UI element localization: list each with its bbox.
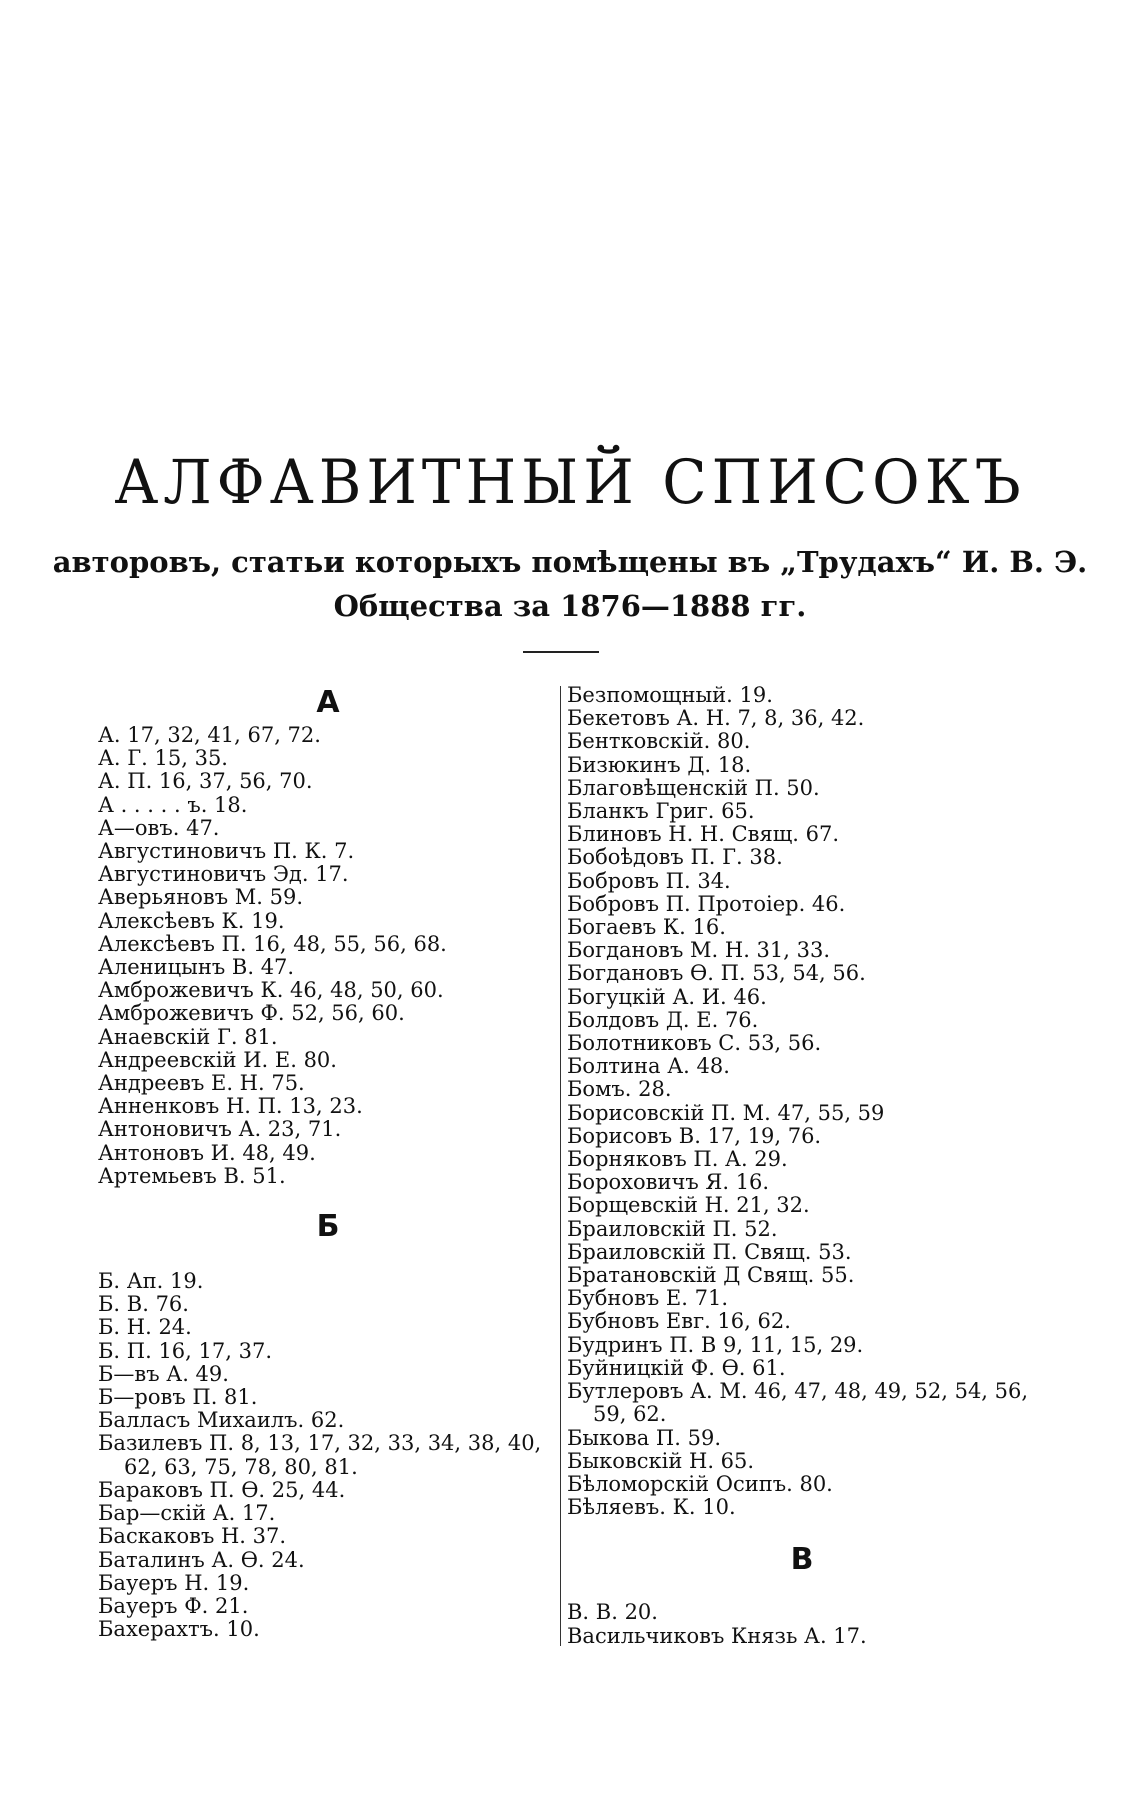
index-entry: Алексѣевъ К. 19. (98, 908, 285, 933)
index-entry: Бобровъ П. Протоіер. 46. (567, 891, 846, 916)
index-entry: Б. Н. 24. (98, 1315, 192, 1340)
index-entry: Аленицынъ В. 47. (98, 955, 295, 980)
index-entry: Богдановъ Ѳ. П. 53, 54, 56. (567, 961, 866, 986)
index-entry: А. П. 16, 37, 56, 70. (98, 769, 313, 794)
index-entry: Андреевъ Е. Н. 75. (98, 1071, 305, 1096)
page-subtitle (0, 540, 1140, 628)
index-entry: Борщевскій Н. 21, 32. (567, 1193, 810, 1218)
section-v-list (567, 1601, 1037, 1647)
index-entry: Бобоѣдовъ П. Г. 38. (567, 845, 783, 870)
index-entry: Братановскій Д Свящ. 55. (567, 1263, 855, 1288)
index-entry: Богдановъ М. Н. 31, 33. (567, 938, 831, 963)
index-entry: Безпомощный. 19. (567, 683, 773, 707)
index-entry: Бобровъ П. 34. (567, 868, 731, 893)
index-entry: Августиновичъ П. К. 7. (98, 839, 355, 864)
index-entry: Благовѣщенскій П. 50. (567, 775, 820, 800)
index-entry: Б. П. 16, 17, 37. (98, 1338, 272, 1363)
subtitle-line-2: Общества за 1876—1888 гг. (333, 589, 807, 623)
index-entry: Алексѣевъ П. 16, 48, 55, 56, 68. (98, 931, 447, 956)
index-entry: Быкова П. 59. (567, 1425, 721, 1450)
section-letter-a: А (316, 685, 340, 720)
index-entry: Бороховичъ Я. 16. (567, 1170, 770, 1195)
index-entry: А . . . . . ъ. 18. (98, 792, 248, 817)
index-entry: Блиновъ Н. Н. Свящ. 67. (567, 822, 840, 847)
index-entry: Бубновъ Евг. 16, 62. (567, 1309, 791, 1334)
index-entry: Бентковскій. 80. (567, 729, 751, 754)
index-entry: Бекетовъ А. Н. 7, 8, 36, 42. (567, 706, 865, 731)
index-entry: В. В. 20. (567, 1600, 658, 1625)
index-entry: Быковскій Н. 65. (567, 1448, 755, 1473)
index-entry: А. 17, 32, 41, 67, 72. (98, 723, 321, 747)
index-entry: Бубновъ Е. 71. (567, 1286, 729, 1311)
subtitle-line-1: авторовъ, статьи которыхъ помѣщены въ „Трудахъ“ И. В. Э. (52, 545, 1088, 579)
index-entry: Борисовъ В. 17, 19, 76. (567, 1123, 822, 1148)
index-entry: Балласъ Михаилъ. 62. (98, 1408, 345, 1433)
title-divider (523, 651, 599, 653)
index-entry: Амброжевичъ К. 46, 48, 50, 60. (98, 978, 444, 1003)
index-entry: Амброжевичъ Ф. 52, 56, 60. (98, 1001, 405, 1026)
section-a-list (98, 724, 558, 1188)
index-entry: Б. Ап. 19. (98, 1269, 204, 1294)
index-entry: Бар—скій А. 17. (98, 1501, 276, 1526)
index-entry: Бѣляевъ. К. 10. (567, 1495, 736, 1520)
index-entry: Болдовъ Д. Е. 76. (567, 1007, 759, 1032)
index-entry: Борисовскій П. М. 47, 55, 59 (567, 1100, 885, 1125)
index-entry: Бауеръ Ф. 21. (98, 1593, 249, 1618)
index-entry: Б—ровъ П. 81. (98, 1385, 258, 1410)
index-entry: Базилевъ П. 8, 13, 17, 32, 33, 34, 38, 40, 62, 63, 75, 78, 80, 81. (98, 1431, 542, 1479)
index-entry: Антоновичъ А. 23, 71. (98, 1117, 342, 1142)
index-entry: Бизюкинъ Д. 18. (567, 752, 752, 777)
index-entry: Б. В. 76. (98, 1292, 189, 1317)
section-letter-b: Б (316, 1209, 340, 1245)
index-entry: Анненковъ Н. П. 13, 23. (98, 1094, 363, 1119)
index-entry: Антоновъ И. 48, 49. (98, 1140, 316, 1165)
index-entry: Браиловскій П. 52. (567, 1216, 778, 1241)
index-entry: Артемьевъ В. 51. (98, 1163, 286, 1188)
section-b-list (98, 1270, 558, 1641)
index-entry: А. Г. 15, 35. (98, 746, 228, 771)
index-entry: Августиновичъ Эд. 17. (98, 862, 349, 887)
index-entry: Болтина А. 48. (567, 1054, 730, 1079)
right-column (567, 684, 1037, 1648)
index-entry: Бутлеровъ А. М. 46, 47, 48, 49, 52, 54, 56, 59, 62. (567, 1379, 1029, 1427)
left-column (98, 684, 558, 1641)
index-entry: Будринъ П. В 9, 11, 15, 29. (567, 1332, 864, 1357)
index-entry: А—овъ. 47. (98, 815, 220, 840)
index-entry: Бланкъ Григ. 65. (567, 799, 755, 824)
index-entry: Андреевскій И. Е. 80. (98, 1047, 337, 1072)
index-entry: Браиловскій П. Свящ. 53. (567, 1239, 852, 1264)
index-entry: Баталинъ А. Ѳ. 24. (98, 1547, 305, 1572)
index-entry: Бѣломорскій Осипъ. 80. (567, 1471, 833, 1496)
column-divider (560, 686, 561, 1646)
index-entry: Анаевскій Г. 81. (98, 1024, 278, 1049)
index-entry: Бауеръ Н. 19. (98, 1570, 250, 1595)
index-entry: Бомъ. 28. (567, 1077, 672, 1102)
section-b-continued-list (567, 684, 1037, 1519)
index-entry: Бараковъ П. Ѳ. 25, 44. (98, 1477, 346, 1502)
index-entry: Аверьяновъ М. 59. (98, 885, 304, 910)
index-entry: Буйницкій Ф. Ѳ. 61. (567, 1355, 786, 1380)
section-letter-v: В (790, 1542, 814, 1578)
index-entry: Богаевъ К. 16. (567, 915, 726, 940)
index-entry: Борняковъ П. А. 29. (567, 1147, 788, 1172)
page-title: АЛФАВИТНЫЙ СПИСОКЪ (114, 446, 1026, 518)
index-entry: Баскаковъ Н. 37. (98, 1524, 287, 1549)
index-entry: Болотниковъ С. 53, 56. (567, 1031, 822, 1056)
index-entry: Васильчиковъ Князь А. 17. (567, 1623, 867, 1648)
index-entry: Б—въ А. 49. (98, 1361, 229, 1386)
index-entry: Бахерахтъ. 10. (98, 1617, 260, 1642)
index-entry: Богуцкій А. И. 46. (567, 984, 767, 1009)
